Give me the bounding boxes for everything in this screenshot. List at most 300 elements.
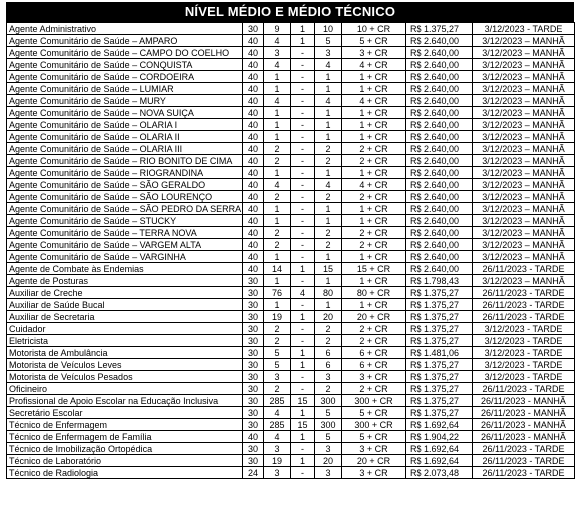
- vagas-pcd-cell: 1: [291, 431, 315, 443]
- table-row: [7, 371, 575, 383]
- vagas-cr-cell: 300 + CR: [342, 419, 406, 431]
- vencimento-cell: R$ 2.640,00: [406, 239, 473, 251]
- carga-horaria-cell: 30: [243, 275, 264, 287]
- vagas-cr-cell: 10 + CR: [342, 23, 406, 35]
- cargo-cell: Motorista de Veículos Pesados: [7, 371, 243, 383]
- vencimento-cell: R$ 2.640,00: [406, 263, 473, 275]
- table-row: [7, 59, 575, 71]
- data-prova-cell: 3/12/2023 - TARDE: [473, 323, 575, 335]
- vagas-cr-cell: 2 + CR: [342, 191, 406, 203]
- vencimento-cell: R$ 2.640,00: [406, 155, 473, 167]
- data-prova-cell: 3/12/2023 – MANHÃ: [473, 59, 575, 71]
- vagas-ampla-cell: 1: [264, 119, 291, 131]
- cargo-cell: Agente Comunitário de Saúde – OLARIA I: [7, 119, 243, 131]
- carga-horaria-cell: 40: [243, 35, 264, 47]
- vagas-pcd-cell: -: [291, 59, 315, 71]
- vagas-pcd-cell: -: [291, 443, 315, 455]
- vagas-cr-cell: 6 + CR: [342, 347, 406, 359]
- vagas-cr-cell: 1 + CR: [342, 131, 406, 143]
- vagas-pcd-cell: 4: [291, 287, 315, 299]
- carga-horaria-cell: 40: [243, 203, 264, 215]
- table-row: [7, 215, 575, 227]
- positions-table: [6, 22, 575, 479]
- carga-horaria-cell: 40: [243, 431, 264, 443]
- vagas-pcd-cell: -: [291, 227, 315, 239]
- total-vagas-cell: 1: [315, 203, 342, 215]
- carga-horaria-cell: 30: [243, 311, 264, 323]
- carga-horaria-cell: 40: [243, 263, 264, 275]
- carga-horaria-cell: 40: [243, 47, 264, 59]
- total-vagas-cell: 3: [315, 371, 342, 383]
- vagas-pcd-cell: -: [291, 371, 315, 383]
- carga-horaria-cell: 40: [243, 83, 264, 95]
- cargo-cell: Profissional de Apoio Escolar na Educação Inclusiva: [7, 395, 243, 407]
- vencimento-cell: R$ 2.640,00: [406, 179, 473, 191]
- vagas-ampla-cell: 4: [264, 179, 291, 191]
- vagas-pcd-cell: -: [291, 191, 315, 203]
- vencimento-cell: R$ 1.375,27: [406, 299, 473, 311]
- table-row: [7, 275, 575, 287]
- carga-horaria-cell: 40: [243, 119, 264, 131]
- vagas-ampla-cell: 5: [264, 359, 291, 371]
- cargo-cell: Agente Comunitário de Saúde – VARGEM ALTA: [7, 239, 243, 251]
- carga-horaria-cell: 30: [243, 371, 264, 383]
- total-vagas-cell: 5: [315, 431, 342, 443]
- data-prova-cell: 26/11/2023 - TARDE: [473, 455, 575, 467]
- carga-horaria-cell: 40: [243, 191, 264, 203]
- cargo-cell: Cuidador: [7, 323, 243, 335]
- total-vagas-cell: 300: [315, 419, 342, 431]
- vagas-ampla-cell: 76: [264, 287, 291, 299]
- vagas-pcd-cell: -: [291, 131, 315, 143]
- vencimento-cell: R$ 1.375,27: [406, 371, 473, 383]
- vagas-ampla-cell: 1: [264, 299, 291, 311]
- data-prova-cell: 3/12/2023 - TARDE: [473, 23, 575, 35]
- vencimento-cell: R$ 1.481,06: [406, 347, 473, 359]
- cargo-cell: Oficineiro: [7, 383, 243, 395]
- vencimento-cell: R$ 1.692,64: [406, 455, 473, 467]
- cargo-cell: Agente Administrativo: [7, 23, 243, 35]
- total-vagas-cell: 1: [315, 107, 342, 119]
- vencimento-cell: R$ 2.640,00: [406, 215, 473, 227]
- carga-horaria-cell: 40: [243, 95, 264, 107]
- table-row: [7, 251, 575, 263]
- vagas-ampla-cell: 1: [264, 203, 291, 215]
- vagas-pcd-cell: 1: [291, 311, 315, 323]
- data-prova-cell: 26/11/2023 - MANHÃ: [473, 419, 575, 431]
- vagas-ampla-cell: 4: [264, 95, 291, 107]
- data-prova-cell: 3/12/2023 – MANHÃ: [473, 227, 575, 239]
- data-prova-cell: 26/11/2023 - TARDE: [473, 443, 575, 455]
- vagas-pcd-cell: -: [291, 155, 315, 167]
- vencimento-cell: R$ 1.692,64: [406, 443, 473, 455]
- total-vagas-cell: 2: [315, 383, 342, 395]
- vencimento-cell: R$ 2.640,00: [406, 251, 473, 263]
- data-prova-cell: 26/11/2023 - TARDE: [473, 287, 575, 299]
- total-vagas-cell: 6: [315, 359, 342, 371]
- vagas-cr-cell: 2 + CR: [342, 227, 406, 239]
- data-prova-cell: 3/12/2023 – MANHÃ: [473, 83, 575, 95]
- carga-horaria-cell: 40: [243, 239, 264, 251]
- table-row: [7, 107, 575, 119]
- vagas-ampla-cell: 2: [264, 239, 291, 251]
- vencimento-cell: R$ 2.640,00: [406, 227, 473, 239]
- carga-horaria-cell: 40: [243, 155, 264, 167]
- table-row: [7, 407, 575, 419]
- vencimento-cell: R$ 2.640,00: [406, 47, 473, 59]
- table-row: [7, 347, 575, 359]
- carga-horaria-cell: 30: [243, 395, 264, 407]
- table-row: [7, 299, 575, 311]
- vagas-ampla-cell: 2: [264, 143, 291, 155]
- vagas-ampla-cell: 2: [264, 383, 291, 395]
- vencimento-cell: R$ 1.692,64: [406, 419, 473, 431]
- table-row: [7, 227, 575, 239]
- vencimento-cell: R$ 1.375,27: [406, 383, 473, 395]
- total-vagas-cell: 2: [315, 323, 342, 335]
- vagas-pcd-cell: -: [291, 179, 315, 191]
- vencimento-cell: R$ 2.640,00: [406, 107, 473, 119]
- vagas-ampla-cell: 2: [264, 227, 291, 239]
- vagas-ampla-cell: 9: [264, 23, 291, 35]
- vagas-cr-cell: 5 + CR: [342, 35, 406, 47]
- vagas-pcd-cell: -: [291, 83, 315, 95]
- carga-horaria-cell: 40: [243, 71, 264, 83]
- vencimento-cell: R$ 2.640,00: [406, 191, 473, 203]
- table-row: [7, 335, 575, 347]
- vencimento-cell: R$ 1.375,27: [406, 359, 473, 371]
- vagas-pcd-cell: 1: [291, 35, 315, 47]
- vagas-pcd-cell: -: [291, 107, 315, 119]
- vagas-cr-cell: 2 + CR: [342, 335, 406, 347]
- vagas-ampla-cell: 285: [264, 419, 291, 431]
- data-prova-cell: 3/12/2023 – MANHÃ: [473, 191, 575, 203]
- vagas-ampla-cell: 1: [264, 131, 291, 143]
- cargo-cell: Agente Comunitário de Saúde – RIO BONITO DE CIMA: [7, 155, 243, 167]
- total-vagas-cell: 1: [315, 251, 342, 263]
- vagas-cr-cell: 1 + CR: [342, 275, 406, 287]
- vencimento-cell: R$ 2.640,00: [406, 59, 473, 71]
- vagas-ampla-cell: 1: [264, 107, 291, 119]
- total-vagas-cell: 20: [315, 455, 342, 467]
- total-vagas-cell: 4: [315, 95, 342, 107]
- vagas-ampla-cell: 1: [264, 83, 291, 95]
- vagas-pcd-cell: -: [291, 71, 315, 83]
- data-prova-cell: 3/12/2023 – MANHÃ: [473, 71, 575, 83]
- vencimento-cell: R$ 2.640,00: [406, 203, 473, 215]
- vagas-cr-cell: 4 + CR: [342, 59, 406, 71]
- total-vagas-cell: 2: [315, 239, 342, 251]
- data-prova-cell: 3/12/2023 – MANHÃ: [473, 203, 575, 215]
- vagas-cr-cell: 15 + CR: [342, 263, 406, 275]
- vagas-ampla-cell: 2: [264, 335, 291, 347]
- total-vagas-cell: 6: [315, 347, 342, 359]
- vencimento-cell: R$ 1.375,27: [406, 23, 473, 35]
- data-prova-cell: 3/12/2023 – MANHÃ: [473, 251, 575, 263]
- carga-horaria-cell: 40: [243, 227, 264, 239]
- data-prova-cell: 3/12/2023 – MANHÃ: [473, 119, 575, 131]
- data-prova-cell: 3/12/2023 - TARDE: [473, 371, 575, 383]
- cargo-cell: Técnico de Radiologia: [7, 467, 243, 479]
- table-row: [7, 179, 575, 191]
- total-vagas-cell: 1: [315, 275, 342, 287]
- vagas-pcd-cell: -: [291, 239, 315, 251]
- total-vagas-cell: 2: [315, 155, 342, 167]
- cargo-cell: Técnico de Laboratório: [7, 455, 243, 467]
- vagas-ampla-cell: 1: [264, 71, 291, 83]
- total-vagas-cell: 5: [315, 35, 342, 47]
- vagas-cr-cell: 4 + CR: [342, 179, 406, 191]
- cargo-cell: Secretário Escolar: [7, 407, 243, 419]
- vagas-ampla-cell: 5: [264, 347, 291, 359]
- cargo-cell: Técnico de Imobilização Ortopédica: [7, 443, 243, 455]
- cargo-cell: Agente de Combate às Endemias: [7, 263, 243, 275]
- vencimento-cell: R$ 2.640,00: [406, 131, 473, 143]
- vagas-cr-cell: 1 + CR: [342, 119, 406, 131]
- vagas-cr-cell: 20 + CR: [342, 311, 406, 323]
- vagas-cr-cell: 1 + CR: [342, 215, 406, 227]
- vagas-cr-cell: 4 + CR: [342, 95, 406, 107]
- carga-horaria-cell: 30: [243, 407, 264, 419]
- vagas-ampla-cell: 1: [264, 215, 291, 227]
- vagas-pcd-cell: -: [291, 215, 315, 227]
- carga-horaria-cell: 40: [243, 167, 264, 179]
- cargo-cell: Técnico de Enfermagem: [7, 419, 243, 431]
- vagas-pcd-cell: 1: [291, 359, 315, 371]
- cargo-cell: Técnico de Enfermagem de Família: [7, 431, 243, 443]
- vagas-cr-cell: 5 + CR: [342, 431, 406, 443]
- vagas-ampla-cell: 2: [264, 323, 291, 335]
- vagas-pcd-cell: -: [291, 47, 315, 59]
- table-row: [7, 47, 575, 59]
- total-vagas-cell: 1: [315, 119, 342, 131]
- vagas-pcd-cell: 1: [291, 455, 315, 467]
- table-row: [7, 395, 575, 407]
- total-vagas-cell: 10: [315, 23, 342, 35]
- vagas-pcd-cell: -: [291, 299, 315, 311]
- cargo-cell: Agente Comunitário de Saúde – STUCKY: [7, 215, 243, 227]
- vagas-pcd-cell: 1: [291, 263, 315, 275]
- data-prova-cell: 3/12/2023 – MANHÃ: [473, 35, 575, 47]
- table-row: [7, 191, 575, 203]
- table-row: [7, 383, 575, 395]
- vagas-cr-cell: 2 + CR: [342, 155, 406, 167]
- cargo-cell: Agente Comunitário de Saúde – SÃO LOURENÇO: [7, 191, 243, 203]
- vagas-cr-cell: 3 + CR: [342, 371, 406, 383]
- vencimento-cell: R$ 2.640,00: [406, 143, 473, 155]
- data-prova-cell: 26/11/2023 - MANHÃ: [473, 431, 575, 443]
- data-prova-cell: 26/11/2023 - TARDE: [473, 311, 575, 323]
- table-row: [7, 323, 575, 335]
- table-row: [7, 203, 575, 215]
- vagas-ampla-cell: 4: [264, 407, 291, 419]
- carga-horaria-cell: 30: [243, 323, 264, 335]
- vencimento-cell: R$ 1.375,27: [406, 395, 473, 407]
- cargo-cell: Auxiliar de Creche: [7, 287, 243, 299]
- vencimento-cell: R$ 2.640,00: [406, 83, 473, 95]
- total-vagas-cell: 3: [315, 467, 342, 479]
- table-row: [7, 287, 575, 299]
- table-row: [7, 443, 575, 455]
- table-row: [7, 131, 575, 143]
- data-prova-cell: 26/11/2023 - TARDE: [473, 383, 575, 395]
- vagas-pcd-cell: -: [291, 383, 315, 395]
- vagas-pcd-cell: -: [291, 323, 315, 335]
- data-prova-cell: 26/11/2023 - MANHÃ: [473, 407, 575, 419]
- carga-horaria-cell: 40: [243, 107, 264, 119]
- carga-horaria-cell: 40: [243, 251, 264, 263]
- positions-table-container: [6, 2, 574, 479]
- cargo-cell: Motorista de Veículos Leves: [7, 359, 243, 371]
- vencimento-cell: R$ 2.073,48: [406, 467, 473, 479]
- carga-horaria-cell: 30: [243, 335, 264, 347]
- cargo-cell: Agente Comunitário de Saúde – OLARIA III: [7, 143, 243, 155]
- table-row: [7, 431, 575, 443]
- data-prova-cell: 3/12/2023 – MANHÃ: [473, 131, 575, 143]
- vagas-cr-cell: 1 + CR: [342, 71, 406, 83]
- vagas-ampla-cell: 4: [264, 431, 291, 443]
- data-prova-cell: 3/12/2023 – MANHÃ: [473, 167, 575, 179]
- vagas-cr-cell: 1 + CR: [342, 83, 406, 95]
- total-vagas-cell: 1: [315, 83, 342, 95]
- vagas-cr-cell: 1 + CR: [342, 107, 406, 119]
- vagas-ampla-cell: 2: [264, 191, 291, 203]
- table-row: [7, 455, 575, 467]
- vagas-cr-cell: 1 + CR: [342, 299, 406, 311]
- vagas-cr-cell: 2 + CR: [342, 143, 406, 155]
- vagas-pcd-cell: -: [291, 203, 315, 215]
- table-row: [7, 83, 575, 95]
- total-vagas-cell: 1: [315, 71, 342, 83]
- vagas-cr-cell: 3 + CR: [342, 443, 406, 455]
- vagas-pcd-cell: -: [291, 335, 315, 347]
- vagas-ampla-cell: 3: [264, 443, 291, 455]
- vagas-ampla-cell: 1: [264, 167, 291, 179]
- vagas-ampla-cell: 3: [264, 467, 291, 479]
- data-prova-cell: 3/12/2023 – MANHÃ: [473, 107, 575, 119]
- table-row: [7, 419, 575, 431]
- vagas-pcd-cell: -: [291, 275, 315, 287]
- cargo-cell: Agente Comunitário de Saúde – RIOGRANDINA: [7, 167, 243, 179]
- total-vagas-cell: 4: [315, 179, 342, 191]
- vagas-ampla-cell: 4: [264, 35, 291, 47]
- vencimento-cell: R$ 1.375,27: [406, 311, 473, 323]
- carga-horaria-cell: 40: [243, 179, 264, 191]
- vagas-ampla-cell: 4: [264, 59, 291, 71]
- carga-horaria-cell: 40: [243, 59, 264, 71]
- vencimento-cell: R$ 1.798,43: [406, 275, 473, 287]
- data-prova-cell: 26/11/2023 - MANHÃ: [473, 395, 575, 407]
- vagas-cr-cell: 2 + CR: [342, 383, 406, 395]
- table-row: [7, 71, 575, 83]
- vagas-ampla-cell: 1: [264, 275, 291, 287]
- table-row: [7, 155, 575, 167]
- table-row: [7, 467, 575, 479]
- vagas-cr-cell: 1 + CR: [342, 251, 406, 263]
- vencimento-cell: R$ 2.640,00: [406, 35, 473, 47]
- carga-horaria-cell: 30: [243, 299, 264, 311]
- cargo-cell: Agente Comunitário de Saúde – TERRA NOVA: [7, 227, 243, 239]
- cargo-cell: Agente Comunitário de Saúde – CORDOEIRA: [7, 71, 243, 83]
- table-row: [7, 95, 575, 107]
- total-vagas-cell: 1: [315, 131, 342, 143]
- carga-horaria-cell: 30: [243, 443, 264, 455]
- vagas-cr-cell: 5 + CR: [342, 407, 406, 419]
- carga-horaria-cell: 30: [243, 359, 264, 371]
- vagas-cr-cell: 3 + CR: [342, 47, 406, 59]
- vagas-cr-cell: 1 + CR: [342, 203, 406, 215]
- vagas-cr-cell: 300 + CR: [342, 395, 406, 407]
- data-prova-cell: 3/12/2023 – MANHÃ: [473, 155, 575, 167]
- total-vagas-cell: 300: [315, 395, 342, 407]
- data-prova-cell: 26/11/2023 - TARDE: [473, 467, 575, 479]
- vagas-pcd-cell: -: [291, 119, 315, 131]
- data-prova-cell: 3/12/2023 – MANHÃ: [473, 215, 575, 227]
- carga-horaria-cell: 40: [243, 215, 264, 227]
- total-vagas-cell: 2: [315, 335, 342, 347]
- table-row: [7, 35, 575, 47]
- table-row: [7, 167, 575, 179]
- table-row: [7, 119, 575, 131]
- vagas-ampla-cell: 2: [264, 155, 291, 167]
- vagas-pcd-cell: -: [291, 95, 315, 107]
- total-vagas-cell: 1: [315, 215, 342, 227]
- cargo-cell: Agente Comunitário de Saúde – OLARIA II: [7, 131, 243, 143]
- vencimento-cell: R$ 2.640,00: [406, 95, 473, 107]
- data-prova-cell: 3/12/2023 - TARDE: [473, 335, 575, 347]
- data-prova-cell: 26/11/2023 - TARDE: [473, 299, 575, 311]
- total-vagas-cell: 1: [315, 299, 342, 311]
- total-vagas-cell: 20: [315, 311, 342, 323]
- cargo-cell: Agente Comunitário de Saúde – SÃO PEDRO DA SERRA: [7, 203, 243, 215]
- vagas-cr-cell: 2 + CR: [342, 323, 406, 335]
- vagas-cr-cell: 80 + CR: [342, 287, 406, 299]
- total-vagas-cell: 1: [315, 167, 342, 179]
- vagas-pcd-cell: -: [291, 143, 315, 155]
- vagas-ampla-cell: 19: [264, 455, 291, 467]
- vencimento-cell: R$ 1.375,27: [406, 335, 473, 347]
- vagas-pcd-cell: 1: [291, 347, 315, 359]
- cargo-cell: Agente Comunitário de Saúde – MURY: [7, 95, 243, 107]
- total-vagas-cell: 3: [315, 47, 342, 59]
- table-row: [7, 239, 575, 251]
- cargo-cell: Agente Comunitário de Saúde – LUMIAR: [7, 83, 243, 95]
- carga-horaria-cell: 40: [243, 131, 264, 143]
- carga-horaria-cell: 40: [243, 143, 264, 155]
- cargo-cell: Agente Comunitário de Saúde – CONQUISTA: [7, 59, 243, 71]
- vagas-pcd-cell: -: [291, 167, 315, 179]
- cargo-cell: Auxiliar de Saúde Bucal: [7, 299, 243, 311]
- vagas-cr-cell: 3 + CR: [342, 467, 406, 479]
- vencimento-cell: R$ 2.640,00: [406, 71, 473, 83]
- table-row: [7, 359, 575, 371]
- data-prova-cell: 3/12/2023 - TARDE: [473, 347, 575, 359]
- cargo-cell: Agente Comunitário de Saúde – AMPARO: [7, 35, 243, 47]
- data-prova-cell: 3/12/2023 – MANHÃ: [473, 47, 575, 59]
- cargo-cell: Agente Comunitário de Saúde – VARGINHA: [7, 251, 243, 263]
- carga-horaria-cell: 30: [243, 23, 264, 35]
- data-prova-cell: 3/12/2023 – MANHÃ: [473, 95, 575, 107]
- cargo-cell: Auxiliar de Secretaria: [7, 311, 243, 323]
- vagas-cr-cell: 6 + CR: [342, 359, 406, 371]
- data-prova-cell: 26/11/2023 - TARDE: [473, 263, 575, 275]
- cargo-cell: Agente Comunitário de Saúde – NOVA SUIÇA: [7, 107, 243, 119]
- total-vagas-cell: 4: [315, 59, 342, 71]
- carga-horaria-cell: 30: [243, 383, 264, 395]
- total-vagas-cell: 15: [315, 263, 342, 275]
- total-vagas-cell: 5: [315, 407, 342, 419]
- data-prova-cell: 3/12/2023 – MANHÃ: [473, 143, 575, 155]
